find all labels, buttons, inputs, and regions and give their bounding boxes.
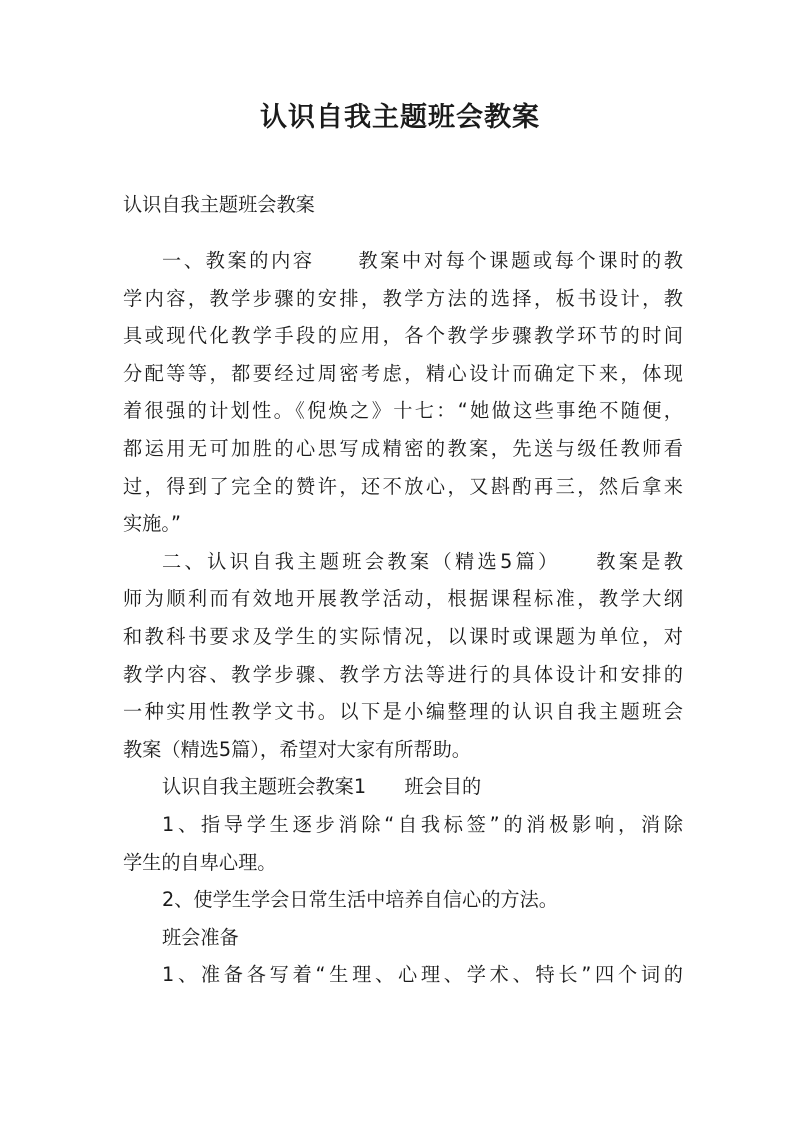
paragraph-line: 都运用无可加胜的心思写成精密的教案，先送与级任教师看: [123, 436, 683, 460]
paragraph-line: 具或现代化教学手段的应用，各个教学步骤教学环节的时间: [123, 324, 683, 348]
paragraph-line: 教案（精选5篇），希望对大家有所帮助。: [123, 737, 471, 761]
paragraph-line: 和教科书要求及学生的实际情况，以课时或课题为单位，对: [123, 624, 683, 648]
paragraph-line: 实施。”: [123, 512, 181, 536]
paragraph-line: 1、准备各写着“生理、心理、学术、特长”四个词的: [162, 963, 683, 987]
paragraph-line: 教学内容、教学步骤、教学方法等进行的具体设计和安排的: [123, 662, 683, 686]
paragraph-line: 一种实用性教学文书。以下是小编整理的认识自我主题班会: [123, 700, 683, 724]
paragraph-line: 学内容，教学步骤的安排，教学方法的选择，板书设计，教: [123, 286, 683, 310]
paragraph-line: 一、教案的内容 教案中对每个课题或每个课时的教: [162, 249, 683, 272]
paragraph-line: 二、认识自我主题班会教案（精选5篇） 教案是教: [162, 549, 683, 573]
document-body: [123, 186, 683, 994]
document-subtitle-line: 认识自我主题班会教案: [123, 193, 315, 216]
paragraph-line: 2、使学生学会日常生活中培养自信心的方法。: [162, 888, 558, 912]
paragraph-line: 学生的自卑心理。: [123, 850, 277, 874]
section-heading-line: 认识自我主题班会教案1 班会目的: [162, 775, 482, 799]
section-heading-line: 班会准备: [162, 925, 239, 949]
document-title: 认识自我主题班会教案: [260, 102, 540, 133]
paragraph-line: 过，得到了完全的赞许，还不放心，又斟酌再三，然后拿来: [123, 474, 683, 498]
paragraph-line: 1、指导学生逐步消除“自我标签”的消极影响，消除: [162, 812, 683, 836]
paragraph-line: 着很强的计划性。《倪焕之》十七：“她做这些事绝不随便，: [123, 399, 683, 423]
paragraph-line: 分配等等，都要经过周密考虑，精心设计而确定下来，体现: [123, 361, 683, 385]
paragraph-line: 师为顺利而有效地开展教学活动，根据课程标准，教学大纲: [123, 587, 683, 611]
